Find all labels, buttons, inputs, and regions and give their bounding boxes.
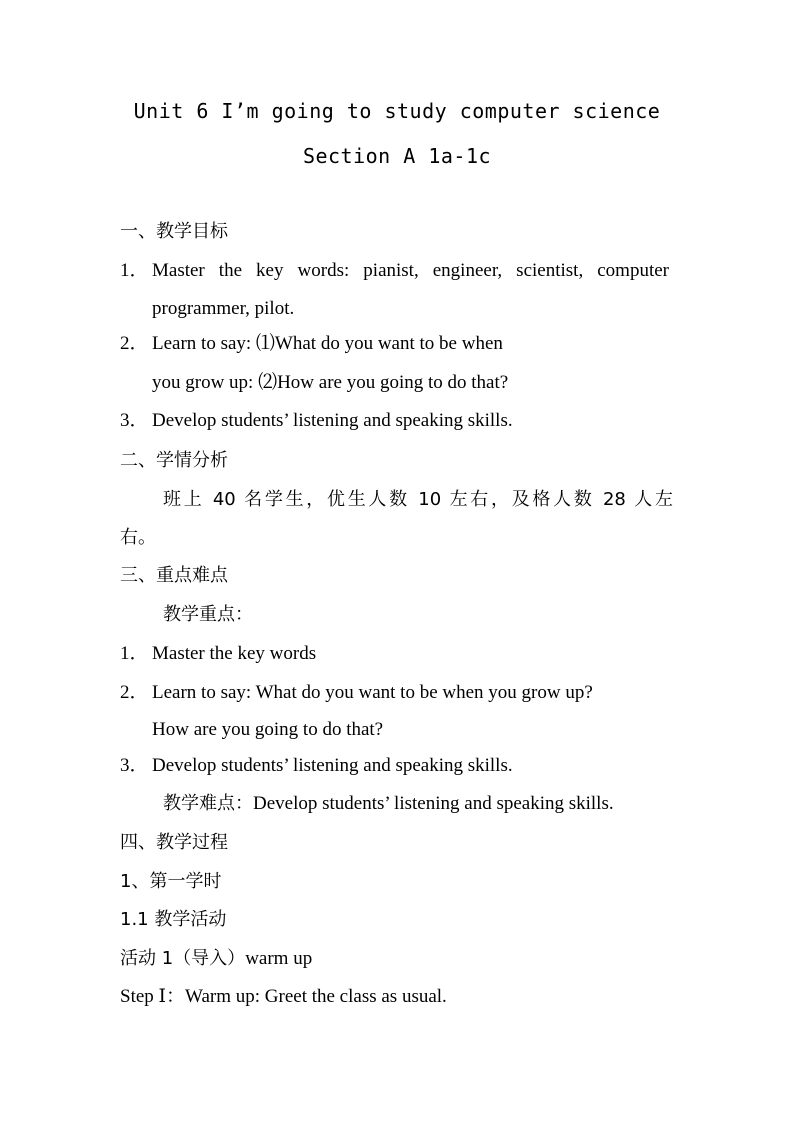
list-number: 1． (120, 260, 149, 281)
list-text: Develop students’ listening and speaking skills. (152, 410, 513, 431)
list-item-continuation: you grow up: ⑵How are you going to do that? (152, 372, 509, 393)
section-heading-objectives: 一、教学目标 (120, 221, 228, 242)
list-item (120, 754, 513, 778)
list-item (120, 642, 316, 666)
key-points-label: 教学重点： (163, 604, 253, 625)
section-heading-key-points: 三、重点难点 (120, 565, 228, 586)
difficult-points-line (163, 792, 614, 816)
list-text: Learn to say: ⑴What do you want to be when (152, 333, 503, 354)
list-number: 2． (120, 333, 149, 354)
step-label: Step Ⅰ： (120, 986, 186, 1007)
teaching-activities-heading: 1.1 教学活动 (120, 909, 227, 930)
list-number: 3． (120, 755, 149, 776)
analysis-paragraph-continuation: 右。 (120, 527, 156, 548)
document-subtitle: Section A 1a-1c (302, 144, 492, 168)
list-number: 2． (120, 682, 149, 703)
lesson-period-heading: 1、第一学时 (120, 871, 222, 892)
list-item (120, 681, 593, 705)
list-item-continuation: programmer, pilot. (152, 298, 295, 319)
difficult-points-text: Develop students’ listening and speaking skills. (253, 793, 614, 814)
activity-line (120, 947, 312, 971)
list-item (120, 332, 503, 356)
step-text: Warm up: Greet the class as usual. (185, 986, 447, 1007)
list-number: 1． (120, 643, 149, 664)
list-item (120, 409, 513, 433)
analysis-paragraph: 班上 40 名学生，优生人数 10 左右，及格人数 28 人左 (163, 489, 673, 510)
activity-label: 活动 1（导入） (120, 948, 246, 969)
step-line (120, 985, 447, 1009)
list-text: Learn to say: What do you want to be when you grow up? (152, 682, 593, 703)
section-heading-analysis: 二、学情分析 (120, 450, 228, 471)
list-item-continuation: How are you going to do that? (152, 719, 384, 740)
document-title: Unit 6 I’m going to study computer science (133, 99, 661, 123)
list-text: Master the key words: pianist, engineer, scientist, computer (152, 260, 669, 281)
difficult-points-label: 教学难点： (163, 793, 253, 814)
list-item (120, 259, 669, 283)
activity-text: warm up (245, 948, 313, 969)
list-text: Develop students’ listening and speaking skills. (152, 755, 513, 776)
list-text: Master the key words (152, 643, 317, 664)
section-heading-process: 四、教学过程 (120, 832, 228, 853)
list-number: 3． (120, 410, 149, 431)
